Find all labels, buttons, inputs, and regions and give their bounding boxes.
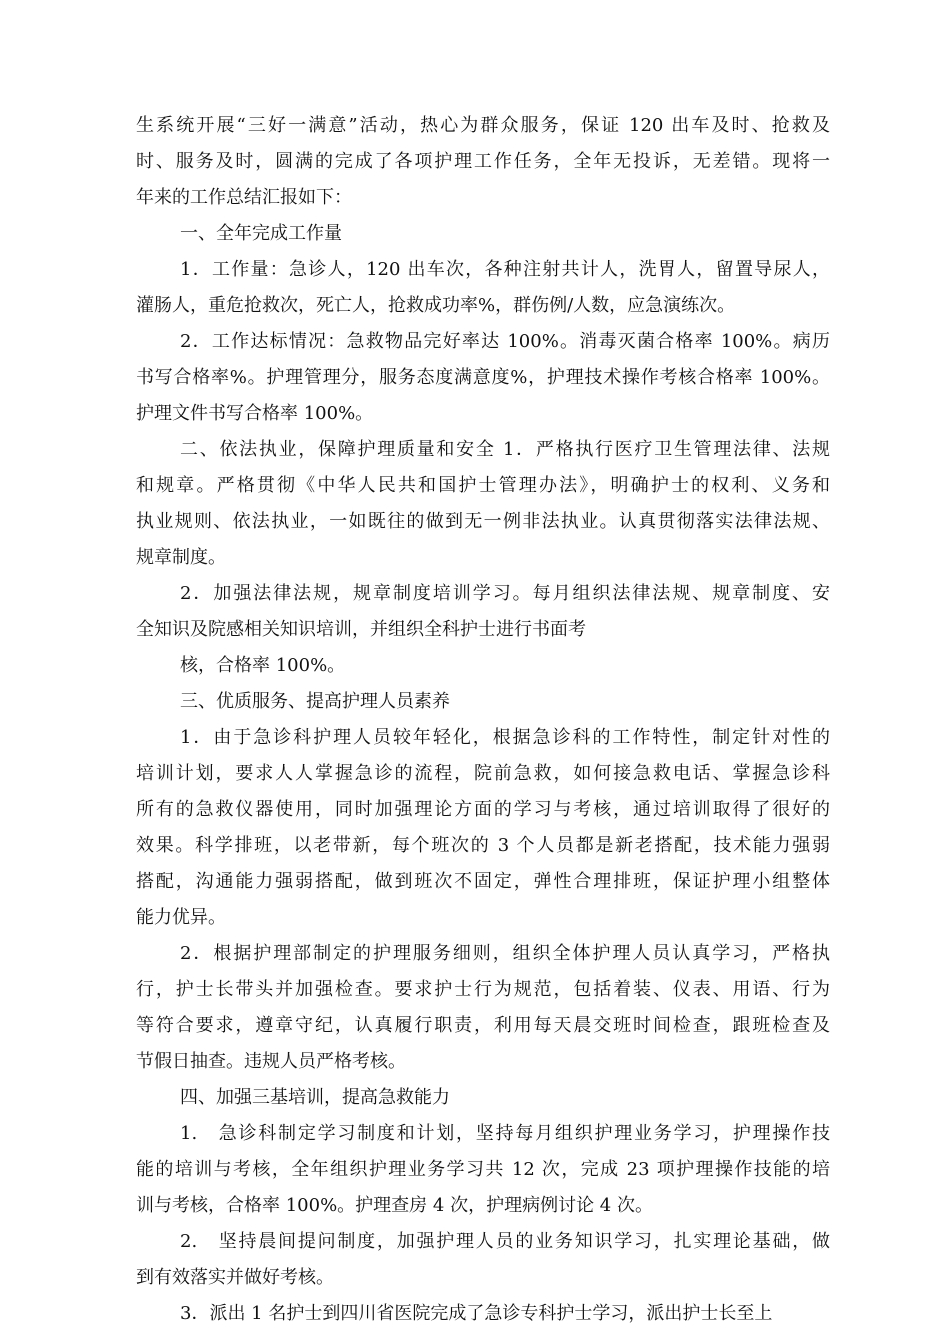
body-line: 全知识及院感相关知识培训，并组织全科护士进行书面考: [136, 619, 586, 640]
body-line: 训与考核，合格率 100%。护理查房 4 次，护理病例讨论 4 次。: [136, 1195, 653, 1216]
body-line: 2. 坚持晨间提问制度，加强护理人员的业务知识学习，扎实理论基础，做: [180, 1231, 830, 1252]
section-heading: 二、依法执业，保障护理质量和安全 1．严格执行医疗卫生管理法律、法规: [180, 439, 830, 460]
body-line: 和规章。严格贯彻《中华人民共和国护士管理办法》，明确护士的权利、义务和: [136, 475, 830, 496]
body-line: 1．工作量：急诊人，120 出车次，各种注射共计人，洗胃人，留置导尿人，: [180, 259, 830, 280]
body-line: 培训计划，要求人人掌握急诊的流程，院前急救，如何接急救电话、掌握急诊科: [136, 763, 830, 784]
body-line: 能力优异。: [136, 907, 226, 928]
body-line: 护理文件书写合格率 100%。: [136, 403, 374, 424]
body-line: 2．工作达标情况：急救物品完好率达 100%。消毒灭菌合格率 100%。病历: [180, 331, 830, 352]
body-line: 节假日抽查。违规人员严格考核。: [136, 1051, 406, 1072]
body-line: 时、服务及时，圆满的完成了各项护理工作任务，全年无投诉，无差错。现将一: [136, 151, 830, 172]
body-line: 所有的急救仪器使用，同时加强理论方面的学习与考核，通过培训取得了很好的: [136, 799, 830, 820]
body-line: 灌肠人，重危抢救次，死亡人，抢救成功率%，群伤例/人数，应急演练次。: [136, 295, 736, 316]
body-line: 生系统开展“三好一满意”活动，热心为群众服务，保证 120 出车及时、抢救及: [136, 115, 830, 136]
body-line: 执业规则、依法执业，一如既往的做到无一例非法执业。认真贯彻落实法律法规、: [136, 511, 830, 532]
body-line: 3．派出 1 名护士到四川省医院完成了急诊专科护士学习，派出护士长至上: [180, 1303, 773, 1324]
section-heading: 一、全年完成工作量: [180, 223, 342, 244]
body-line: 搭配，沟通能力强弱搭配，做到班次不固定，弹性合理排班，保证护理小组整体: [136, 871, 830, 892]
body-line: 1．由于急诊科护理人员较年轻化，根据急诊科的工作特性，制定针对性的: [180, 727, 830, 748]
body-line: 核，合格率 100%。: [180, 655, 346, 676]
body-line: 效果。科学排班，以老带新，每个班次的 3 个人员都是新老搭配，技术能力强弱: [136, 835, 830, 856]
body-line: 行，护士长带头并加强检查。要求护士行为规范，包括着装、仪表、用语、行为: [136, 979, 830, 1000]
body-line: 年来的工作总结汇报如下：: [136, 187, 352, 208]
body-line: 能的培训与考核，全年组织护理业务学习共 12 次，完成 23 项护理操作技能的培: [136, 1159, 830, 1180]
body-line: 书写合格率%。护理管理分，服务态度满意度%，护理技术操作考核合格率 100%。: [136, 367, 830, 388]
body-line: 1. 急诊科制定学习制度和计划，坚持每月组织护理业务学习，护理操作技: [180, 1123, 830, 1144]
body-line: 等符合要求，遵章守纪，认真履行职责，利用每天晨交班时间检查，跟班检查及: [136, 1015, 830, 1036]
section-heading: 三、优质服务、提高护理人员素养: [180, 691, 450, 712]
section-heading: 四、加强三基培训，提高急救能力: [180, 1087, 450, 1108]
body-line: 规章制度。: [136, 547, 226, 568]
body-line: 到有效落实并做好考核。: [136, 1267, 334, 1288]
body-line: 2．根据护理部制定的护理服务细则，组织全体护理人员认真学习，严格执: [180, 943, 830, 964]
body-line: 2．加强法律法规，规章制度培训学习。每月组织法律法规、规章制度、安: [180, 583, 830, 604]
